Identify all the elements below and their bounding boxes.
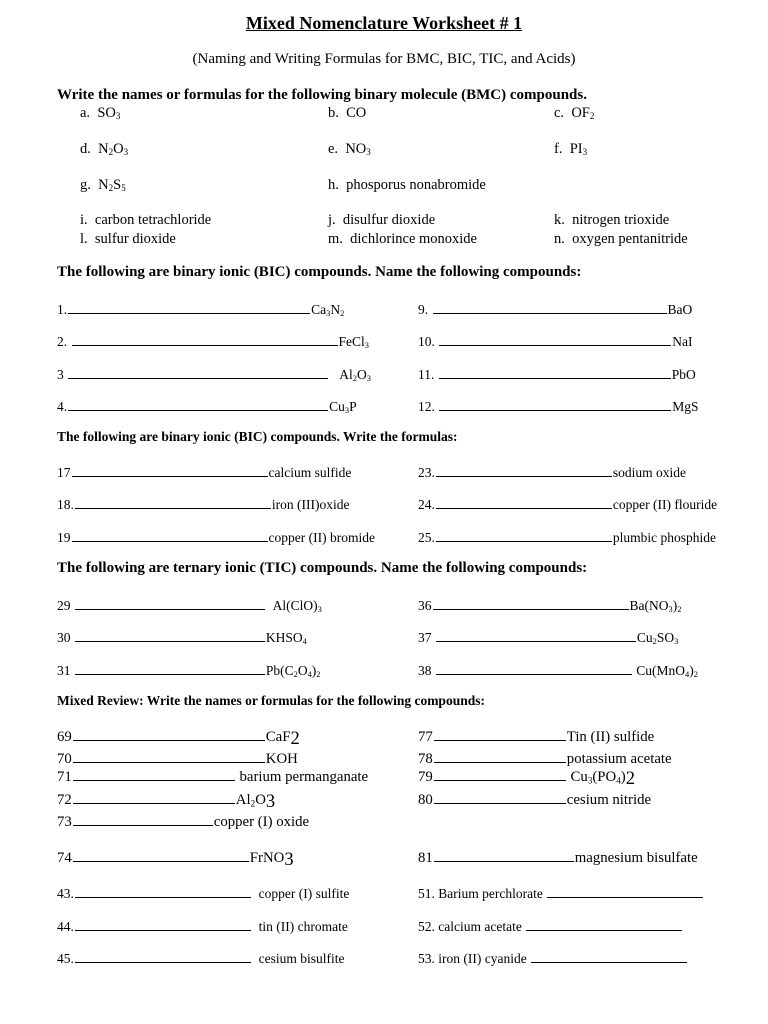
question-69: 69 CaF2 xyxy=(57,726,300,745)
page-subtitle: (Naming and Writing Formulas for BMC, BIC, TIC, and Acids) xyxy=(192,51,576,67)
bmc-item-d: d. $N_2O_3$ xyxy=(80,141,129,158)
question-77: 77 Tin (II) sulfide xyxy=(418,726,654,745)
question-23: 23. sodium oxide xyxy=(418,464,686,480)
bmc-item-l: l. sulfur dioxide xyxy=(80,231,176,247)
question-44: 44. tin (II) chromate xyxy=(57,918,348,934)
question-1: 1. $Ca_3N_2$ xyxy=(57,301,345,318)
bmc-item-m: m. dichlorince monoxide xyxy=(328,231,477,247)
bmc-item-e: e. $NO_3$ xyxy=(328,141,371,158)
question-18: 18. iron (III)oxide xyxy=(57,496,350,512)
tic-heading: The following are ternary ionic (TIC) compounds. Name the following compounds: xyxy=(57,560,588,576)
bmc-item-k: k. nitrogen trioxide xyxy=(554,212,670,228)
bmc-item-a: a. $SO_3$ xyxy=(80,105,121,122)
question-19: 19 copper (II) bromide xyxy=(57,529,375,545)
bmc-heading: Write the names or formulas for the following binary molecule (BMC) compounds. xyxy=(57,87,587,103)
question-53: 53. iron (II) cyanide xyxy=(418,949,688,965)
question-52: 52. calcium acetate xyxy=(418,917,683,933)
bmc-item-c: c. $OF_2$ xyxy=(554,105,595,122)
question-74: 74 FrNO3 xyxy=(57,847,294,866)
question-11: 11. PbO xyxy=(418,366,696,382)
bic-name-heading: The following are binary ionic (BIC) compounds. Name the following compounds: xyxy=(57,264,582,280)
question-17: 17 calcium sulfide xyxy=(57,464,352,480)
question-12: 12. MgS xyxy=(418,398,699,414)
bmc-item-f: f. $PI_3$ xyxy=(554,141,588,158)
bic-formula-heading: The following are binary ionic (BIC) compounds. Write the formulas: xyxy=(57,429,458,444)
question-81: 81 magnesium bisulfate xyxy=(418,847,698,866)
question-30: 30 $KHSO_4$ xyxy=(57,629,307,646)
question-45: 45. cesium bisulfite xyxy=(57,950,345,966)
page-title: Mixed Nomenclature Worksheet # 1 xyxy=(245,13,523,33)
question-72: 72 $Al_2O3$ xyxy=(57,789,275,808)
question-10: 10. NaI xyxy=(418,333,693,349)
question-29: 29 $Al(ClO)_3$ xyxy=(57,597,322,614)
question-73: 73 copper (I) oxide xyxy=(57,811,309,830)
question-38: 38 $Cu(MnO_4)_2$ xyxy=(418,662,698,679)
question-80: 80 cesium nitride xyxy=(418,789,651,808)
mixed-heading: Mixed Review: Write the names or formulas for the following compounds: xyxy=(57,693,485,708)
bmc-item-h: h. phosporus nonabromide xyxy=(328,177,486,193)
question-78: 78 potassium acetate xyxy=(418,748,672,767)
question-71: 71 barium permanganate xyxy=(57,766,368,785)
bmc-item-g: g. $N_2S_5$ xyxy=(80,177,126,194)
question-51: 51. Barium perchlorate xyxy=(418,884,704,900)
question-3: 3 $Al_2O_3$ xyxy=(57,366,371,383)
question-4: 4. $Cu_3P$ xyxy=(57,398,357,415)
question-25: 25. plumbic phosphide xyxy=(418,529,716,545)
question-31: 31 $Pb(C_2O_4)_2$ xyxy=(57,662,321,679)
question-36: 36 $Ba(NO_3)_2$ xyxy=(418,597,682,614)
bmc-item-n: n. oxygen pentanitride xyxy=(554,231,688,247)
question-43: 43. copper (I) sulfite xyxy=(57,885,350,901)
question-24: 24. copper (II) flouride xyxy=(418,496,718,512)
question-79: 79 $Cu_3(PO_4)2$ xyxy=(418,766,635,785)
bmc-item-b: b. CO xyxy=(328,105,367,121)
question-70: 70 KOH xyxy=(57,748,298,767)
question-37: 37 $Cu_2SO_3$ xyxy=(418,629,679,646)
bmc-item-i: i. carbon tetrachloride xyxy=(80,212,212,228)
question-9: 9. BaO xyxy=(418,301,693,317)
bmc-item-j: j. disulfur dioxide xyxy=(328,212,436,228)
question-2: 2. FeCl$_3$ xyxy=(57,333,369,350)
